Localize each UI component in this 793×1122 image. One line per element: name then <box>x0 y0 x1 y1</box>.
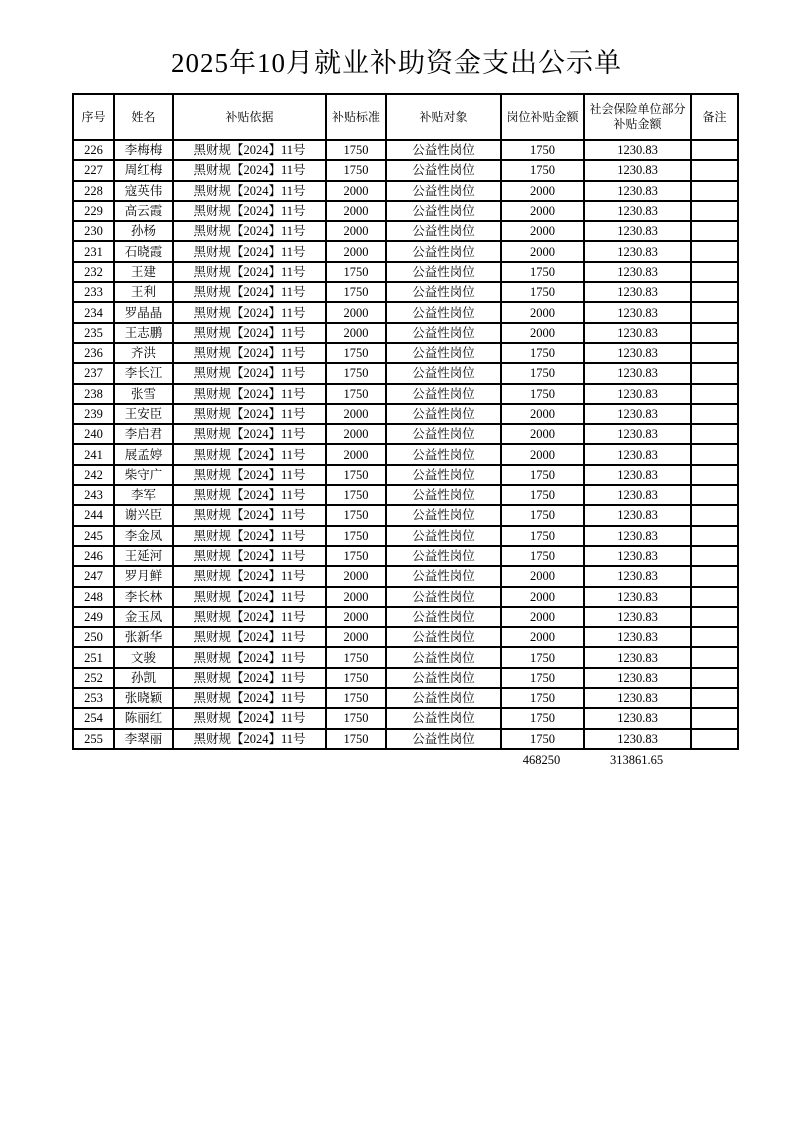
cell-name: 金玉凤 <box>114 607 173 627</box>
cell-no: 235 <box>73 323 114 343</box>
cell-standard: 1750 <box>326 708 386 728</box>
table-row <box>73 404 738 424</box>
cell-basis: 黑财规【2024】11号 <box>173 221 326 241</box>
cell-standard: 2000 <box>326 587 386 607</box>
cell-standard: 1750 <box>326 729 386 749</box>
cell-basis: 黑财规【2024】11号 <box>173 587 326 607</box>
table-row <box>73 607 738 627</box>
cell-remark <box>691 282 738 302</box>
cell-insurance-amount: 1230.83 <box>584 505 691 525</box>
cell-name: 孙杨 <box>114 221 173 241</box>
cell-remark <box>691 708 738 728</box>
table-row <box>73 647 738 667</box>
cell-basis: 黑财规【2024】11号 <box>173 668 326 688</box>
cell-remark <box>691 363 738 383</box>
cell-remark <box>691 444 738 464</box>
cell-basis: 黑财规【2024】11号 <box>173 241 326 261</box>
cell-remark <box>691 384 738 404</box>
cell-target: 公益性岗位 <box>386 505 501 525</box>
table-row <box>73 688 738 708</box>
cell-post-amount: 1750 <box>501 729 584 749</box>
cell-no: 246 <box>73 546 114 566</box>
post-amount-total: 468250 <box>522 752 561 767</box>
cell-basis: 黑财规【2024】11号 <box>173 546 326 566</box>
cell-remark <box>691 201 738 221</box>
cell-insurance-amount: 1230.83 <box>584 708 691 728</box>
table-row <box>73 526 738 546</box>
cell-target: 公益性岗位 <box>386 627 501 647</box>
cell-name: 罗月鲜 <box>114 566 173 586</box>
cell-insurance-amount: 1230.83 <box>584 404 691 424</box>
cell-no: 226 <box>73 140 114 160</box>
cell-insurance-amount: 1230.83 <box>584 485 691 505</box>
col-header-remark: 备注 <box>691 94 738 140</box>
table-header <box>73 94 738 140</box>
insurance-amount-total: 313861.65 <box>609 752 664 767</box>
cell-target: 公益性岗位 <box>386 363 501 383</box>
cell-standard: 1750 <box>326 384 386 404</box>
cell-post-amount: 2000 <box>501 201 584 221</box>
cell-remark <box>691 688 738 708</box>
cell-no: 255 <box>73 729 114 749</box>
cell-standard: 1750 <box>326 505 386 525</box>
cell-name: 李金凤 <box>114 526 173 546</box>
cell-target: 公益性岗位 <box>386 647 501 667</box>
cell-post-amount: 1750 <box>501 140 584 160</box>
cell-basis: 黑财规【2024】11号 <box>173 404 326 424</box>
cell-standard: 2000 <box>326 566 386 586</box>
cell-basis: 黑财规【2024】11号 <box>173 140 326 160</box>
cell-post-amount: 1750 <box>501 160 584 180</box>
cell-target: 公益性岗位 <box>386 668 501 688</box>
cell-target: 公益性岗位 <box>386 282 501 302</box>
cell-insurance-amount: 1230.83 <box>584 160 691 180</box>
cell-post-amount: 1750 <box>501 465 584 485</box>
cell-name: 王利 <box>114 282 173 302</box>
table-row <box>73 546 738 566</box>
cell-target: 公益性岗位 <box>386 241 501 261</box>
cell-no: 249 <box>73 607 114 627</box>
cell-target: 公益性岗位 <box>386 221 501 241</box>
cell-post-amount: 2000 <box>501 181 584 201</box>
cell-post-amount: 2000 <box>501 444 584 464</box>
table-row <box>73 282 738 302</box>
cell-target: 公益性岗位 <box>386 607 501 627</box>
cell-target: 公益性岗位 <box>386 323 501 343</box>
cell-insurance-amount: 1230.83 <box>584 546 691 566</box>
cell-standard: 1750 <box>326 546 386 566</box>
cell-post-amount: 1750 <box>501 262 584 282</box>
table-row <box>73 424 738 444</box>
cell-no: 233 <box>73 282 114 302</box>
col-header-standard: 补贴标准 <box>326 94 386 140</box>
cell-target: 公益性岗位 <box>386 262 501 282</box>
cell-target: 公益性岗位 <box>386 343 501 363</box>
cell-basis: 黑财规【2024】11号 <box>173 262 326 282</box>
cell-post-amount: 1750 <box>501 708 584 728</box>
cell-no: 234 <box>73 302 114 322</box>
cell-basis: 黑财规【2024】11号 <box>173 465 326 485</box>
cell-basis: 黑财规【2024】11号 <box>173 302 326 322</box>
cell-no: 254 <box>73 708 114 728</box>
cell-remark <box>691 546 738 566</box>
cell-target: 公益性岗位 <box>386 424 501 444</box>
cell-standard: 1750 <box>326 526 386 546</box>
table-row <box>73 363 738 383</box>
cell-no: 229 <box>73 201 114 221</box>
cell-standard: 2000 <box>326 221 386 241</box>
cell-remark <box>691 140 738 160</box>
cell-standard: 1750 <box>326 343 386 363</box>
cell-post-amount: 1750 <box>501 485 584 505</box>
cell-standard: 2000 <box>326 404 386 424</box>
cell-name: 王志鹏 <box>114 323 173 343</box>
cell-remark <box>691 262 738 282</box>
cell-insurance-amount: 1230.83 <box>584 140 691 160</box>
cell-name: 王延河 <box>114 546 173 566</box>
table-row <box>73 302 738 322</box>
header-row <box>73 94 738 140</box>
cell-post-amount: 1750 <box>501 505 584 525</box>
cell-insurance-amount: 1230.83 <box>584 587 691 607</box>
cell-standard: 1750 <box>326 160 386 180</box>
cell-post-amount: 1750 <box>501 526 584 546</box>
cell-remark <box>691 485 738 505</box>
table-row <box>73 729 738 749</box>
col-header-index: 序号 <box>73 94 114 140</box>
cell-post-amount: 2000 <box>501 424 584 444</box>
col-header-insurance-amount: 社会保险单位部分补贴金额 <box>584 94 691 140</box>
cell-standard: 2000 <box>326 607 386 627</box>
cell-remark <box>691 505 738 525</box>
cell-remark <box>691 424 738 444</box>
cell-target: 公益性岗位 <box>386 160 501 180</box>
cell-insurance-amount: 1230.83 <box>584 465 691 485</box>
cell-remark <box>691 160 738 180</box>
table-row <box>73 465 738 485</box>
cell-insurance-amount: 1230.83 <box>584 282 691 302</box>
col-header-name: 姓名 <box>114 94 173 140</box>
cell-name: 文骏 <box>114 647 173 667</box>
cell-name: 李军 <box>114 485 173 505</box>
cell-name: 王建 <box>114 262 173 282</box>
cell-name: 陈丽红 <box>114 708 173 728</box>
cell-post-amount: 1750 <box>501 688 584 708</box>
table-row <box>73 201 738 221</box>
cell-basis: 黑财规【2024】11号 <box>173 688 326 708</box>
table-row <box>73 708 738 728</box>
table-row <box>73 566 738 586</box>
cell-standard: 2000 <box>326 424 386 444</box>
cell-no: 227 <box>73 160 114 180</box>
table-row <box>73 181 738 201</box>
table-row <box>73 668 738 688</box>
table-row <box>73 485 738 505</box>
cell-standard: 1750 <box>326 363 386 383</box>
cell-no: 238 <box>73 384 114 404</box>
table-row <box>73 160 738 180</box>
cell-standard: 2000 <box>326 201 386 221</box>
cell-basis: 黑财规【2024】11号 <box>173 526 326 546</box>
cell-standard: 2000 <box>326 181 386 201</box>
cell-name: 寇英伟 <box>114 181 173 201</box>
cell-name: 谢兴臣 <box>114 505 173 525</box>
cell-name: 展孟婷 <box>114 444 173 464</box>
cell-name: 李长江 <box>114 363 173 383</box>
cell-target: 公益性岗位 <box>386 302 501 322</box>
table-row <box>73 627 738 647</box>
cell-insurance-amount: 1230.83 <box>584 647 691 667</box>
cell-no: 253 <box>73 688 114 708</box>
cell-insurance-amount: 1230.83 <box>584 343 691 363</box>
cell-insurance-amount: 1230.83 <box>584 302 691 322</box>
cell-standard: 1750 <box>326 282 386 302</box>
page-title: 2025年10月就业补助资金支出公示单 <box>171 48 622 78</box>
cell-remark <box>691 587 738 607</box>
cell-target: 公益性岗位 <box>386 526 501 546</box>
cell-standard: 2000 <box>326 241 386 261</box>
table-row <box>73 323 738 343</box>
cell-no: 245 <box>73 526 114 546</box>
cell-basis: 黑财规【2024】11号 <box>173 607 326 627</box>
cell-remark <box>691 526 738 546</box>
cell-standard: 2000 <box>326 323 386 343</box>
cell-insurance-amount: 1230.83 <box>584 424 691 444</box>
cell-insurance-amount: 1230.83 <box>584 729 691 749</box>
cell-basis: 黑财规【2024】11号 <box>173 505 326 525</box>
cell-basis: 黑财规【2024】11号 <box>173 627 326 647</box>
cell-standard: 1750 <box>326 485 386 505</box>
cell-basis: 黑财规【2024】11号 <box>173 424 326 444</box>
cell-basis: 黑财规【2024】11号 <box>173 323 326 343</box>
table-row <box>73 343 738 363</box>
cell-basis: 黑财规【2024】11号 <box>173 566 326 586</box>
cell-no: 247 <box>73 566 114 586</box>
cell-target: 公益性岗位 <box>386 587 501 607</box>
cell-remark <box>691 607 738 627</box>
cell-insurance-amount: 1230.83 <box>584 384 691 404</box>
cell-insurance-amount: 1230.83 <box>584 221 691 241</box>
cell-remark <box>691 181 738 201</box>
cell-basis: 黑财规【2024】11号 <box>173 485 326 505</box>
cell-name: 张新华 <box>114 627 173 647</box>
cell-standard: 1750 <box>326 262 386 282</box>
cell-post-amount: 1750 <box>501 282 584 302</box>
cell-insurance-amount: 1230.83 <box>584 363 691 383</box>
cell-target: 公益性岗位 <box>386 140 501 160</box>
table-row <box>73 221 738 241</box>
col-header-target: 补贴对象 <box>386 94 501 140</box>
cell-post-amount: 1750 <box>501 647 584 667</box>
cell-insurance-amount: 1230.83 <box>584 323 691 343</box>
cell-post-amount: 1750 <box>501 384 584 404</box>
cell-remark <box>691 566 738 586</box>
cell-post-amount: 1750 <box>501 363 584 383</box>
cell-name: 柴守广 <box>114 465 173 485</box>
cell-no: 248 <box>73 587 114 607</box>
cell-insurance-amount: 1230.83 <box>584 201 691 221</box>
cell-target: 公益性岗位 <box>386 465 501 485</box>
cell-name: 王安臣 <box>114 404 173 424</box>
cell-standard: 2000 <box>326 302 386 322</box>
cell-target: 公益性岗位 <box>386 201 501 221</box>
cell-post-amount: 2000 <box>501 587 584 607</box>
cell-post-amount: 1750 <box>501 546 584 566</box>
col-header-basis: 补贴依据 <box>173 94 326 140</box>
cell-name: 周红梅 <box>114 160 173 180</box>
cell-insurance-amount: 1230.83 <box>584 526 691 546</box>
cell-target: 公益性岗位 <box>386 444 501 464</box>
cell-post-amount: 2000 <box>501 221 584 241</box>
cell-post-amount: 2000 <box>501 566 584 586</box>
cell-target: 公益性岗位 <box>386 485 501 505</box>
table-row <box>73 587 738 607</box>
cell-basis: 黑财规【2024】11号 <box>173 384 326 404</box>
cell-remark <box>691 465 738 485</box>
cell-insurance-amount: 1230.83 <box>584 444 691 464</box>
cell-name: 李启君 <box>114 424 173 444</box>
cell-no: 250 <box>73 627 114 647</box>
cell-basis: 黑财规【2024】11号 <box>173 444 326 464</box>
cell-no: 251 <box>73 647 114 667</box>
cell-basis: 黑财规【2024】11号 <box>173 181 326 201</box>
cell-name: 李长林 <box>114 587 173 607</box>
cell-insurance-amount: 1230.83 <box>584 668 691 688</box>
cell-standard: 1750 <box>326 465 386 485</box>
cell-no: 228 <box>73 181 114 201</box>
cell-post-amount: 1750 <box>501 343 584 363</box>
cell-target: 公益性岗位 <box>386 708 501 728</box>
table-row <box>73 262 738 282</box>
cell-post-amount: 2000 <box>501 404 584 424</box>
cell-post-amount: 2000 <box>501 302 584 322</box>
cell-basis: 黑财规【2024】11号 <box>173 729 326 749</box>
cell-no: 236 <box>73 343 114 363</box>
cell-post-amount: 1750 <box>501 668 584 688</box>
cell-remark <box>691 647 738 667</box>
cell-remark <box>691 323 738 343</box>
cell-name: 石晓霞 <box>114 241 173 261</box>
cell-basis: 黑财规【2024】11号 <box>173 363 326 383</box>
cell-no: 240 <box>73 424 114 444</box>
cell-remark <box>691 241 738 261</box>
cell-no: 232 <box>73 262 114 282</box>
cell-insurance-amount: 1230.83 <box>584 566 691 586</box>
cell-insurance-amount: 1230.83 <box>584 688 691 708</box>
cell-no: 237 <box>73 363 114 383</box>
cell-target: 公益性岗位 <box>386 688 501 708</box>
cell-target: 公益性岗位 <box>386 566 501 586</box>
cell-target: 公益性岗位 <box>386 181 501 201</box>
cell-remark <box>691 302 738 322</box>
subsidy-table <box>72 93 739 750</box>
cell-standard: 2000 <box>326 627 386 647</box>
cell-remark <box>691 729 738 749</box>
cell-standard: 1750 <box>326 688 386 708</box>
cell-basis: 黑财规【2024】11号 <box>173 282 326 302</box>
cell-no: 244 <box>73 505 114 525</box>
cell-no: 241 <box>73 444 114 464</box>
table-body <box>73 140 738 749</box>
cell-post-amount: 2000 <box>501 607 584 627</box>
cell-name: 李梅梅 <box>114 140 173 160</box>
table-row <box>73 384 738 404</box>
cell-basis: 黑财规【2024】11号 <box>173 647 326 667</box>
cell-no: 242 <box>73 465 114 485</box>
cell-name: 李翠丽 <box>114 729 173 749</box>
cell-post-amount: 2000 <box>501 241 584 261</box>
cell-name: 张晓颖 <box>114 688 173 708</box>
cell-no: 252 <box>73 668 114 688</box>
cell-name: 张雪 <box>114 384 173 404</box>
cell-no: 230 <box>73 221 114 241</box>
table-row <box>73 444 738 464</box>
cell-standard: 2000 <box>326 444 386 464</box>
cell-standard: 1750 <box>326 647 386 667</box>
cell-remark <box>691 221 738 241</box>
cell-basis: 黑财规【2024】11号 <box>173 708 326 728</box>
cell-no: 239 <box>73 404 114 424</box>
cell-remark <box>691 627 738 647</box>
cell-insurance-amount: 1230.83 <box>584 607 691 627</box>
cell-basis: 黑财规【2024】11号 <box>173 201 326 221</box>
cell-insurance-amount: 1230.83 <box>584 181 691 201</box>
table-row <box>73 505 738 525</box>
totals-row <box>72 753 737 771</box>
cell-target: 公益性岗位 <box>386 546 501 566</box>
cell-name: 齐洪 <box>114 343 173 363</box>
cell-insurance-amount: 1230.83 <box>584 241 691 261</box>
cell-standard: 1750 <box>326 140 386 160</box>
cell-basis: 黑财规【2024】11号 <box>173 343 326 363</box>
table-row <box>73 241 738 261</box>
cell-post-amount: 2000 <box>501 627 584 647</box>
cell-name: 罗晶晶 <box>114 302 173 322</box>
cell-name: 高云霞 <box>114 201 173 221</box>
table-row <box>73 140 738 160</box>
cell-name: 孙凯 <box>114 668 173 688</box>
cell-insurance-amount: 1230.83 <box>584 627 691 647</box>
cell-no: 243 <box>73 485 114 505</box>
cell-post-amount: 2000 <box>501 323 584 343</box>
cell-no: 231 <box>73 241 114 261</box>
cell-insurance-amount: 1230.83 <box>584 262 691 282</box>
cell-target: 公益性岗位 <box>386 729 501 749</box>
cell-target: 公益性岗位 <box>386 404 501 424</box>
cell-remark <box>691 343 738 363</box>
cell-basis: 黑财规【2024】11号 <box>173 160 326 180</box>
cell-remark <box>691 668 738 688</box>
cell-remark <box>691 404 738 424</box>
cell-standard: 1750 <box>326 668 386 688</box>
col-header-post-amount: 岗位补贴金额 <box>501 94 584 140</box>
cell-target: 公益性岗位 <box>386 384 501 404</box>
